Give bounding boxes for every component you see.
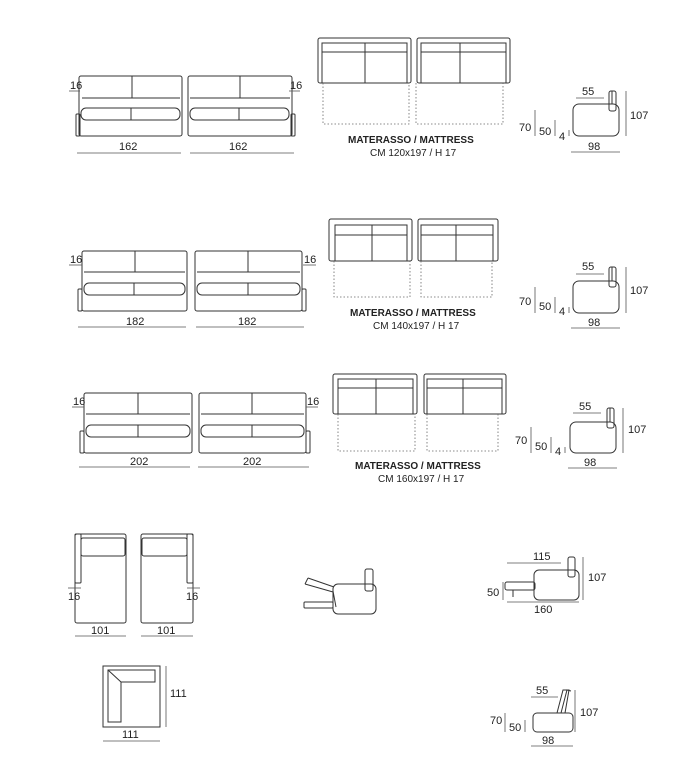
arm-width-right: 16 bbox=[307, 396, 320, 408]
chaise-right bbox=[141, 534, 200, 636]
corner-width: 111 bbox=[122, 729, 139, 741]
sofa-width-left: 182 bbox=[126, 316, 145, 328]
total-height: 107 bbox=[630, 285, 649, 297]
mattress-size: CM 140x197 / H 17 bbox=[373, 321, 460, 332]
open-bed-side-view bbox=[503, 557, 583, 602]
foot-height: 4 bbox=[555, 446, 562, 458]
sofa-side-view-2 bbox=[535, 267, 626, 328]
sofa-front-right bbox=[188, 76, 295, 136]
depth: 98 bbox=[584, 457, 597, 469]
sofa-width-left: 162 bbox=[119, 141, 138, 153]
sofa-width-right: 162 bbox=[229, 141, 248, 153]
sofa-front-left bbox=[76, 76, 182, 136]
sofa-side-view-1 bbox=[535, 91, 626, 152]
mattress-size: CM 120x197 / H 17 bbox=[370, 148, 457, 159]
sofa-row-3 bbox=[72, 374, 646, 485]
sofa-front-left bbox=[80, 393, 192, 453]
total-height: 107 bbox=[628, 424, 647, 436]
seat-height: 50 bbox=[539, 126, 552, 138]
chaise-arm-left: 16 bbox=[68, 591, 81, 603]
corner-side-view bbox=[505, 690, 575, 746]
corner-depth: 111 bbox=[170, 688, 187, 700]
corner-back-height: 70 bbox=[490, 715, 503, 727]
arm-width-left: 16 bbox=[73, 396, 86, 408]
mattress-label: MATERASSO / MATTRESS bbox=[355, 461, 481, 472]
bed-opening-mechanism bbox=[304, 569, 376, 614]
back-height: 70 bbox=[519, 122, 532, 134]
corner-total-height: 107 bbox=[580, 707, 599, 719]
corner-seat-height: 50 bbox=[509, 722, 522, 734]
open-bed-mattress-height: 50 bbox=[487, 587, 500, 599]
sofa-row-1 bbox=[69, 38, 648, 159]
mattress-label: MATERASSO / MATTRESS bbox=[350, 308, 476, 319]
open-bed-length-top: 115 bbox=[533, 551, 551, 563]
back-height: 70 bbox=[515, 435, 528, 447]
sofa-width-right: 182 bbox=[238, 316, 257, 328]
seat-height: 50 bbox=[535, 441, 548, 453]
depth: 98 bbox=[588, 317, 601, 329]
corner-depth-side: 98 bbox=[542, 735, 555, 747]
sofa-bed-plan-3 bbox=[333, 374, 506, 451]
open-bed-length: 160 bbox=[534, 604, 553, 616]
arm-width-left: 16 bbox=[70, 254, 83, 266]
total-height: 107 bbox=[630, 110, 649, 122]
chaise-width-right: 101 bbox=[157, 625, 176, 637]
seat-depth: 55 bbox=[582, 86, 595, 98]
chaise-left bbox=[68, 534, 126, 636]
sofa-width-left: 202 bbox=[130, 456, 149, 468]
chaise-arm-right: 16 bbox=[186, 591, 199, 603]
arm-width-right: 16 bbox=[304, 254, 317, 266]
sofa-bed-plan-2 bbox=[329, 219, 498, 297]
mattress-size: CM 160x197 / H 17 bbox=[378, 474, 465, 485]
sofa-row-2 bbox=[69, 219, 648, 332]
sofa-front-right bbox=[195, 251, 306, 311]
depth: 98 bbox=[588, 141, 601, 153]
foot-height: 4 bbox=[559, 131, 566, 143]
seat-depth: 55 bbox=[579, 401, 592, 413]
sofa-width-right: 202 bbox=[243, 456, 262, 468]
mattress-label: MATERASSO / MATTRESS bbox=[348, 135, 474, 146]
sofa-side-view-3 bbox=[531, 408, 623, 468]
arm-width-left: 16 bbox=[70, 80, 83, 92]
back-height: 70 bbox=[519, 296, 532, 308]
seat-height: 50 bbox=[539, 301, 552, 313]
foot-height: 4 bbox=[559, 306, 566, 318]
open-bed-height: 107 bbox=[588, 572, 607, 584]
corner-seat-depth: 55 bbox=[536, 685, 549, 697]
chaise-width-left: 101 bbox=[91, 625, 110, 637]
sofa-front-left bbox=[78, 251, 187, 311]
seat-depth: 55 bbox=[582, 261, 595, 273]
sofa-bed-plan-1 bbox=[318, 38, 510, 124]
sofa-front-right bbox=[199, 393, 310, 453]
arm-width-right: 16 bbox=[290, 80, 303, 92]
